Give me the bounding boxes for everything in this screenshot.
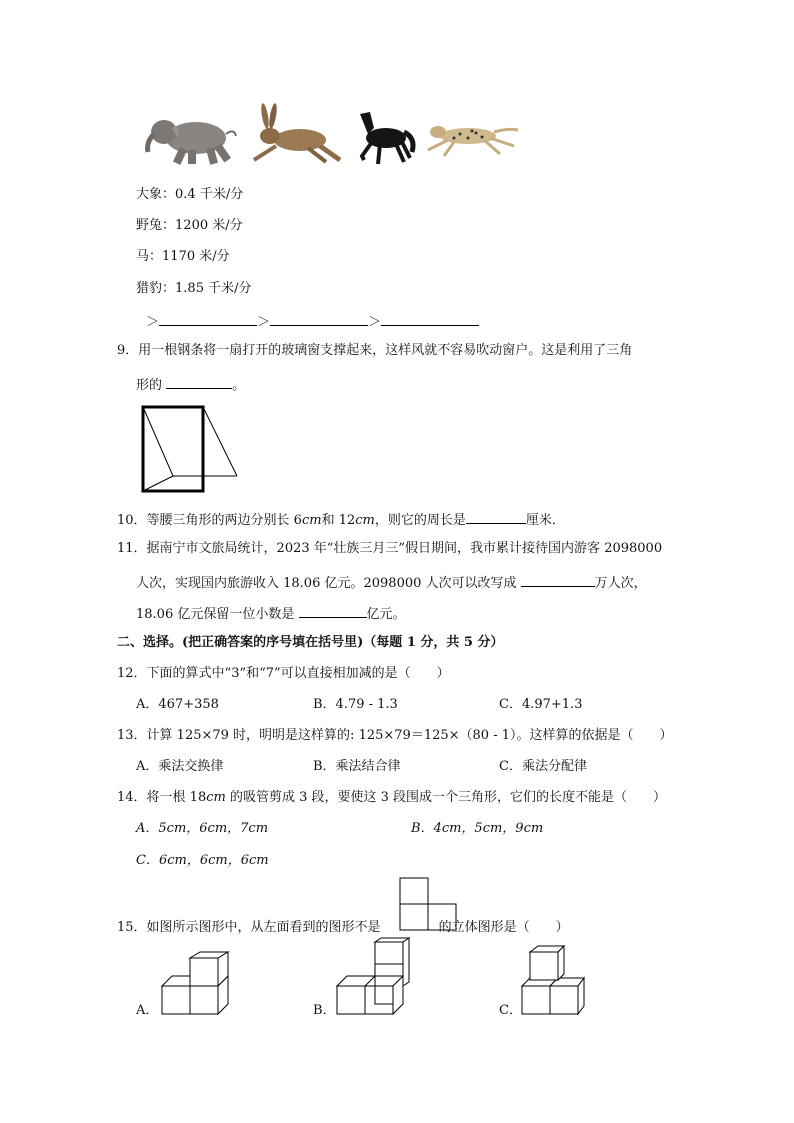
option-a[interactable]: A．5cm，6cm，7cm — [136, 821, 269, 836]
option-a[interactable]: A．467+358 — [136, 697, 219, 712]
answer-blank[interactable] — [299, 603, 367, 618]
speed-order-row: ＞ ＞ ＞ — [146, 311, 479, 332]
option-c[interactable]: C．6cm，6cm，6cm — [136, 853, 269, 868]
question-11-line3: 18.06 亿元保留一位小数是 亿元。 — [136, 603, 406, 624]
section-2-heading: 二、选择。(把正确答案的序号填在括号里)（每题 1 分，共 5 分） — [117, 635, 504, 650]
option-a[interactable]: A．乘法交换律 — [136, 759, 224, 774]
answer-blank[interactable] — [159, 311, 257, 326]
question-9-line2: 形的 。 — [136, 374, 245, 395]
option-b[interactable]: B．4cm，5cm，9cm — [411, 821, 544, 836]
option-c[interactable]: C． — [499, 1003, 522, 1018]
answer-blank[interactable] — [521, 572, 595, 587]
answer-blank[interactable] — [466, 509, 526, 524]
animal-speed-hare: 野兔：1200 米/分 — [136, 218, 243, 233]
elephant-icon — [138, 112, 238, 168]
horse-icon — [352, 108, 416, 168]
question-12: 12．下面的算式中“3”和“7”可以直接相加减的是（ ） — [117, 666, 450, 681]
answer-blank[interactable] — [270, 311, 368, 326]
answer-blank[interactable] — [381, 311, 479, 326]
option-a[interactable]: A． — [136, 1003, 159, 1018]
question-10: 10．等腰三角形的两边分别长 6cm和 12cm，则它的周长是 厘米． — [117, 509, 565, 530]
option-b[interactable]: B．乘法结合律 — [313, 759, 401, 774]
question-11-line2: 人次，实现国内旅游收入 18.06 亿元。2098000 人次可以改写成 万人次， — [136, 572, 647, 593]
option-c[interactable]: C．4.97+1.3 — [499, 697, 583, 712]
animal-speed-horse: 马：1170 米/分 — [136, 249, 230, 264]
question-14: 14．将一根 18cm 的吸管剪成 3 段，要使这 3 段围成一个三角形，它们的长度不能是（ ） — [117, 790, 667, 805]
cube-figure-a — [160, 952, 236, 1018]
question-15: 15．如图所示图形中，从左面看到的图形不是 的立体图形是（ ） — [117, 920, 569, 935]
animal-speed-cheetah: 猎豹：1.85 千米/分 — [136, 281, 252, 296]
question-9-line1: 9．用一根钢条将一扇打开的玻璃窗支撑起来，这样风就不容易吹动窗户。这是利用了三角 — [117, 343, 633, 358]
question-11-line1: 11．据南宁市文旅局统计，2023 年“壮族三月三”假日期间，我市累计接待国内游客 2098000 — [117, 541, 663, 556]
animal-speed-elephant: 大象：0.4 千米/分 — [136, 187, 244, 202]
option-b[interactable]: B．4.79 - 1.3 — [313, 697, 398, 712]
cheetah-icon — [424, 116, 520, 160]
option-b[interactable]: B． — [313, 1003, 336, 1018]
option-c[interactable]: C．乘法分配律 — [499, 759, 587, 774]
cube-figure-c — [520, 944, 586, 1018]
hare-icon — [248, 102, 344, 166]
question-13: 13．计算 125×79 时，明明是这样算的: 125×79＝125×（80 - 1）。这样算的依据是（ ） — [117, 728, 673, 743]
cube-figure-b — [333, 938, 413, 1018]
answer-blank[interactable] — [166, 374, 232, 389]
window-support-figure — [140, 404, 244, 496]
